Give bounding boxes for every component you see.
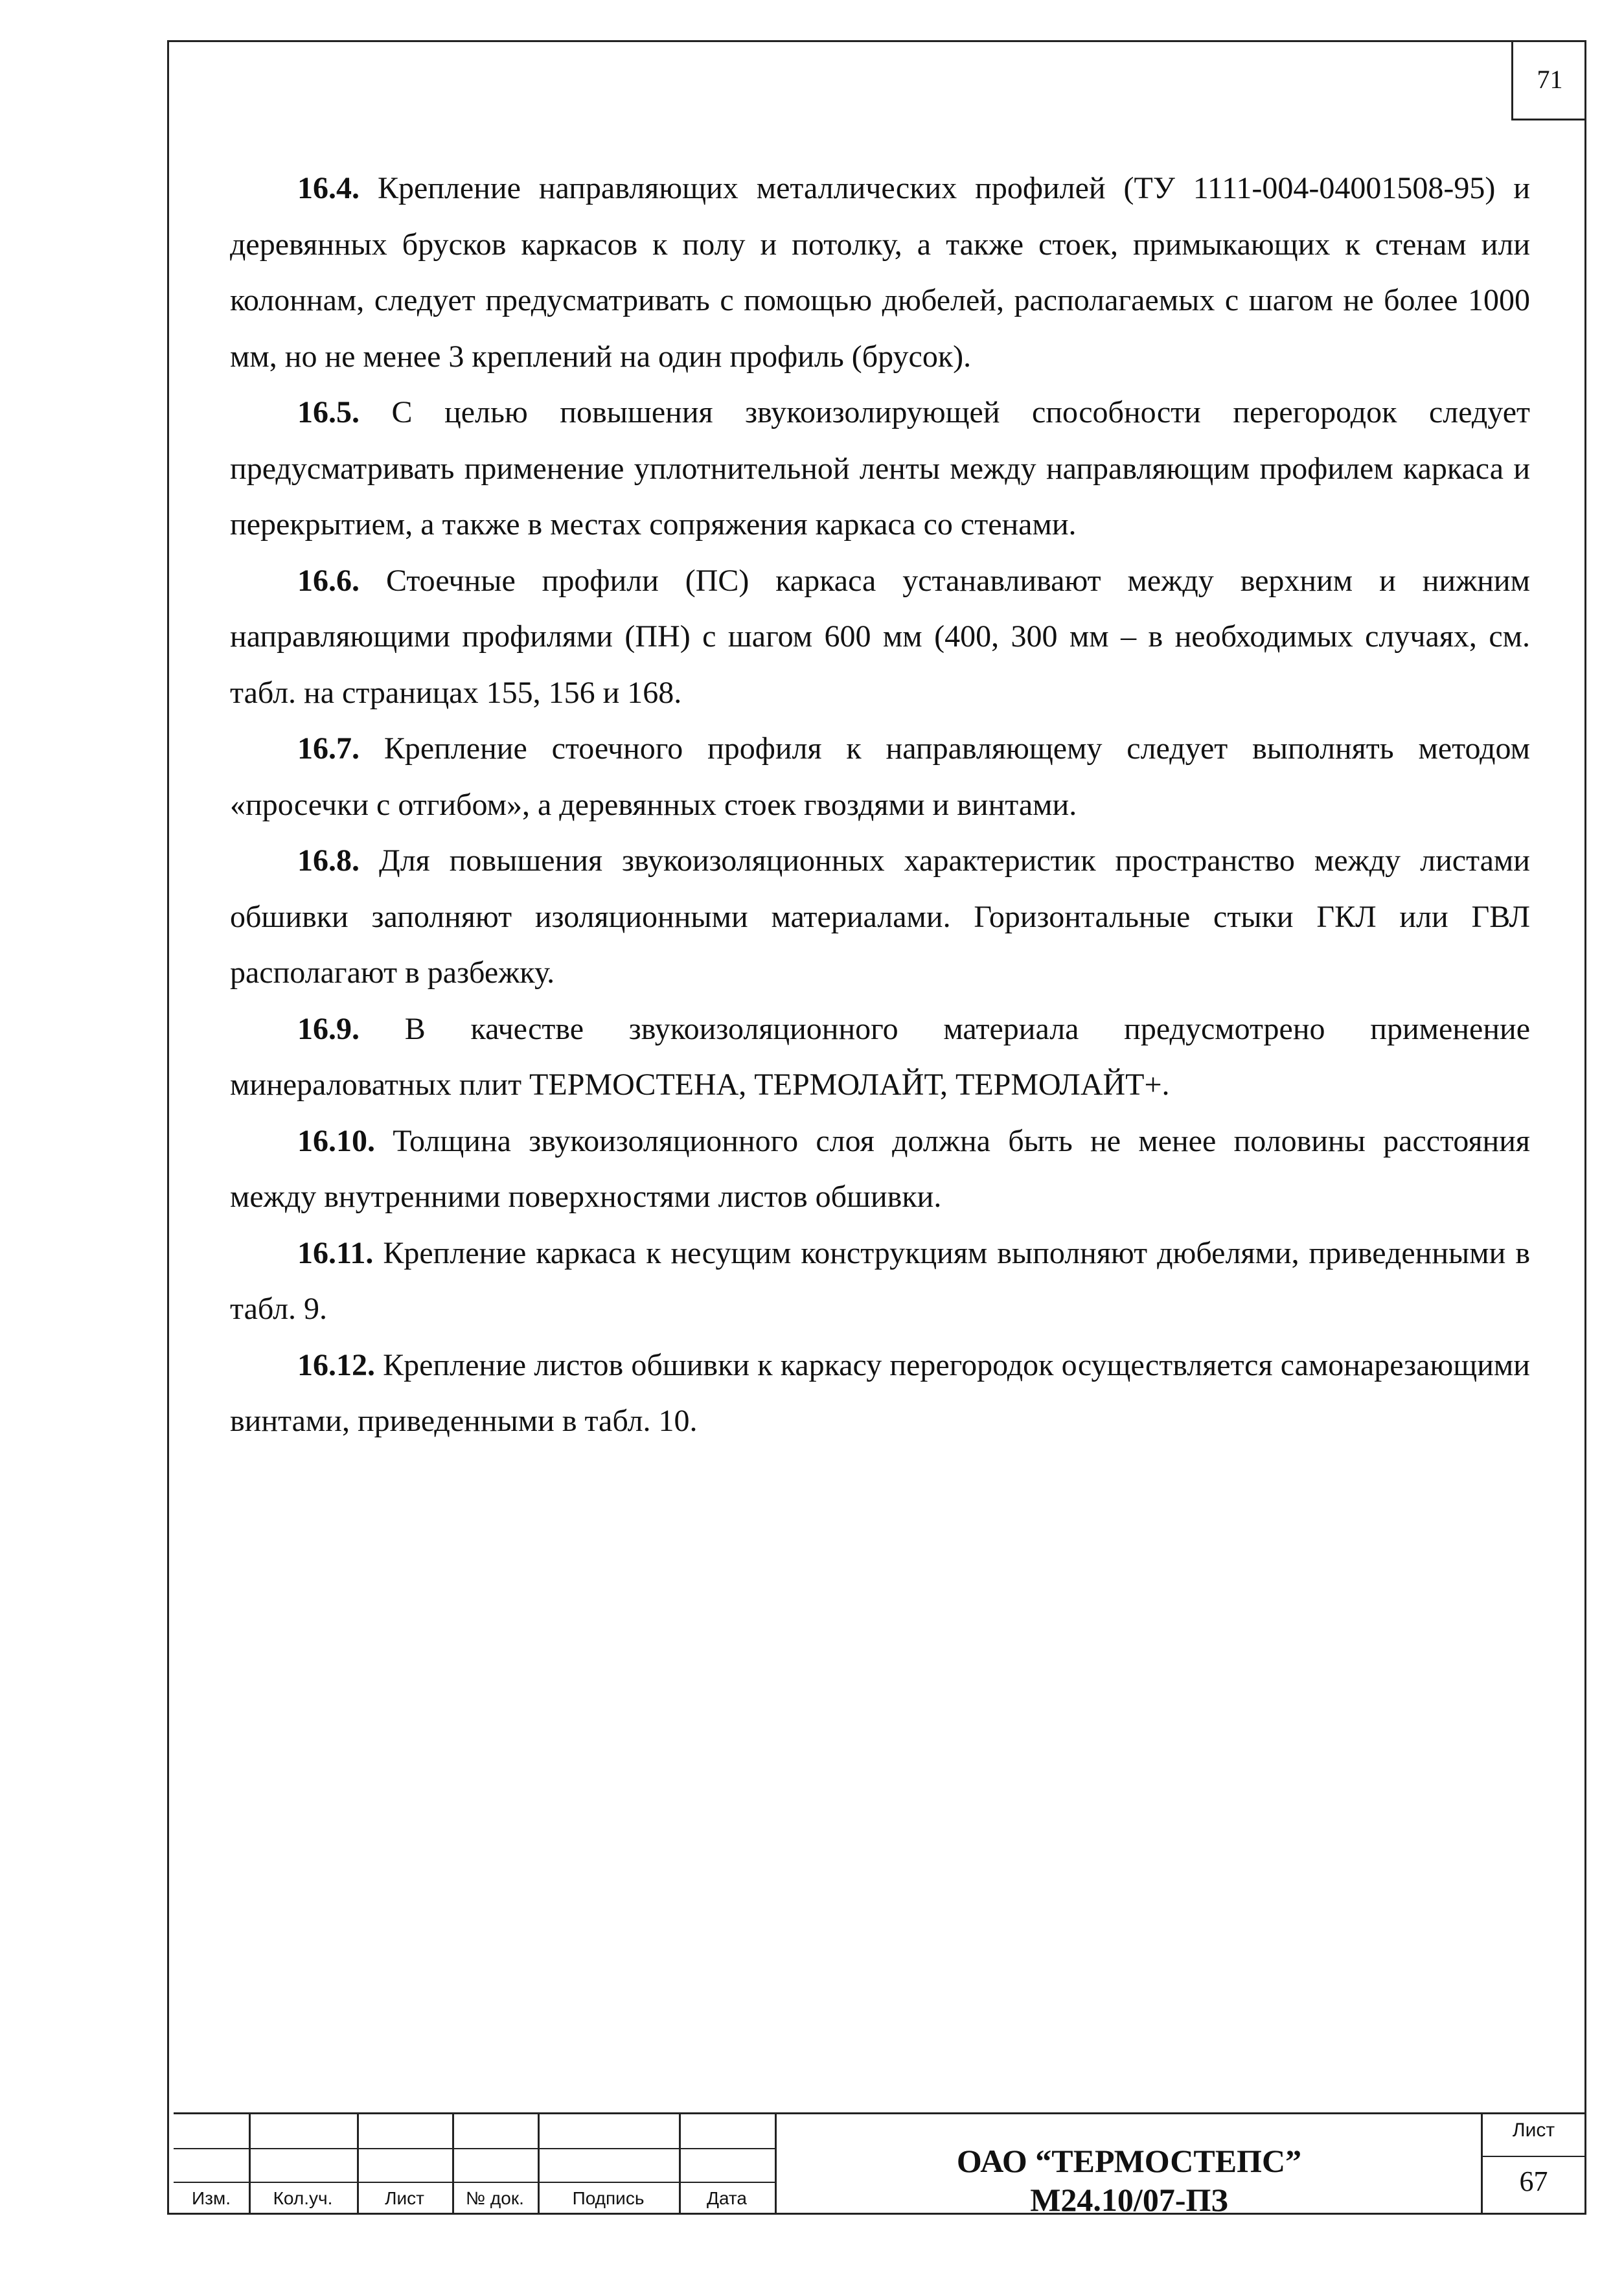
stamp-row-line xyxy=(1481,2156,1586,2157)
document-code: М24.10/07-ПЗ xyxy=(1030,2182,1228,2218)
paragraph xyxy=(230,1114,1530,1226)
paragraph-text: Толщина звукоизоляционного слоя должна быть не менее половины расстояния между внутренними поверхностями листов обшивки. xyxy=(230,1123,1531,1214)
paragraph-text: В качестве звукоизоляционного материала предусмотрено применение минераловатных плит ТЕРМОСТЕНА, ТЕРМОЛАЙТ, ТЕРМОЛАЙТ+. xyxy=(230,1011,1531,1102)
paragraph-number: 16.12. xyxy=(297,1347,375,1382)
paragraph xyxy=(230,833,1530,1001)
paragraph-text: Крепление каркаса к несущим конструкциям выполняют дюбелями, приведенными в табл. 9. xyxy=(230,1235,1530,1326)
paragraph-number: 16.8. xyxy=(297,843,360,878)
document-body xyxy=(230,161,1530,1450)
paragraph-number: 16.7. xyxy=(297,731,360,766)
label-izm: Изм. xyxy=(192,2188,231,2208)
paragraph xyxy=(230,1226,1530,1338)
stamp-row-line xyxy=(174,2148,775,2149)
label-list: Лист xyxy=(385,2188,424,2208)
stamp-divider xyxy=(775,2114,777,2215)
paragraph-number: 16.9. xyxy=(297,1011,360,1046)
title-block xyxy=(174,2112,1586,2218)
company-block xyxy=(777,2142,1481,2219)
stamp-row-line xyxy=(174,2182,775,2183)
paragraph xyxy=(230,1001,1530,1114)
paragraph xyxy=(230,1338,1530,1450)
paragraph-number: 16.4. xyxy=(297,171,360,205)
sheet-number: 67 xyxy=(1519,2165,1548,2197)
paragraph-text: Стоечные профили (ПС) каркаса устанавливают между верхним и нижним направляющими профилями (ПН) с шагом 600 мм (400, 300 мм – в необходимых случаях, см. табл. на страницах 155, 156 и 168. xyxy=(230,563,1530,710)
paragraph xyxy=(230,385,1530,553)
paragraph-text: Крепление направляющих металлических профилей (ТУ 1111-004-04001508-95) и деревянных брусков каркасов к полу и потолку, а также стоек, примыкающих к стенам или колоннам, следует предусматривать с помощью дюбелей, располагаемых с шагом не более 1000 мм, но не менее 3 креплений на один профиль (брусок). xyxy=(230,171,1531,374)
paragraph xyxy=(230,721,1530,833)
label-data: Дата xyxy=(706,2188,747,2208)
paragraph xyxy=(230,161,1530,385)
page-number-top xyxy=(1511,40,1586,120)
paragraph-number: 16.11. xyxy=(297,1235,374,1270)
paragraph-text: Крепление листов обшивки к каркасу перегородок осуществляется самонарезающими винтами, приведенными в табл. 10. xyxy=(230,1347,1530,1438)
label-n-dok: № док. xyxy=(466,2188,524,2208)
paragraph xyxy=(230,553,1530,722)
page-number-top-text: 71 xyxy=(1537,65,1563,94)
paragraph-number: 16.5. xyxy=(297,395,360,429)
paragraph-number: 16.10. xyxy=(297,1123,375,1158)
paragraph-number: 16.6. xyxy=(297,563,360,598)
sheet-label: Лист xyxy=(1512,2119,1555,2141)
label-podpis: Подпись xyxy=(572,2188,645,2208)
label-kol-uch: Кол.уч. xyxy=(273,2188,333,2208)
paragraph-text: Для повышения звукоизоляционных характеристик пространство между листами обшивки заполняют изоляционными материалами. Горизонтальные стыки ГКЛ или ГВЛ располагают в разбежку. xyxy=(230,843,1530,990)
company-name: ОАО “ТЕРМОСТЕПС” xyxy=(956,2143,1302,2179)
paragraph-text: Крепление стоечного профиля к направляющему следует выполнять методом «просечки с отгибом», а деревянных стоек гвоздями и винтами. xyxy=(230,731,1530,822)
paragraph-text: С целью повышения звукоизолирующей способности перегородок следует предусматривать применение уплотнительной ленты между направляющим профилем каркаса и перекрытием, а также в местах сопряжения каркаса со стенами. xyxy=(230,395,1531,542)
